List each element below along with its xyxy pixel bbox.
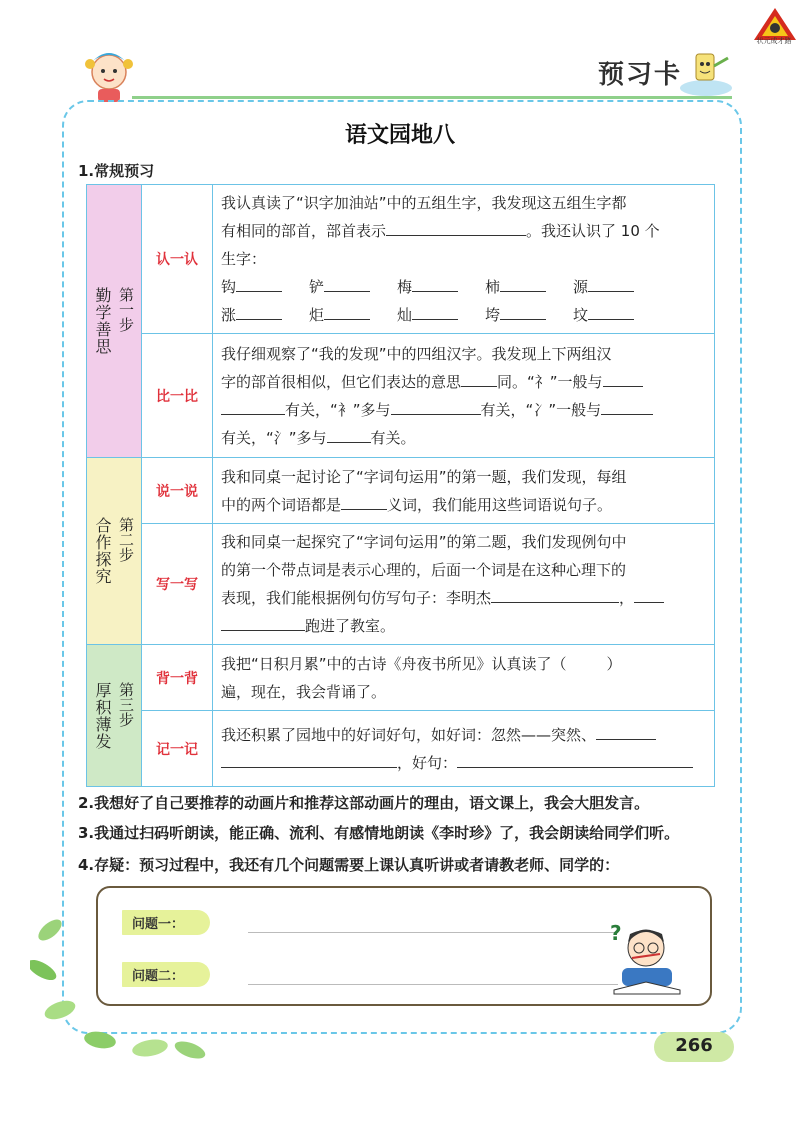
item-3: 3.我通过扫码听朗读，能正确、流利、有感情地朗读《李时珍》了，我会朗读给同学们听。 — [78, 824, 680, 842]
step-cell-3 — [87, 645, 142, 787]
answer-blank[interactable] — [386, 217, 526, 236]
answer-blank[interactable] — [601, 396, 653, 415]
publisher-logo-text: 状元成才路 — [756, 37, 792, 45]
answer-blank[interactable] — [324, 301, 370, 320]
table-row — [87, 458, 715, 524]
answer-blank[interactable] — [500, 301, 546, 320]
step-cell-1 — [87, 185, 142, 458]
question-2-label: 问题二： — [122, 962, 210, 987]
answer-blank[interactable] — [500, 273, 546, 292]
page-title: 语文园地八 — [344, 123, 455, 148]
task-label: 记一记 — [142, 711, 213, 787]
answer-blank[interactable] — [634, 584, 664, 603]
answer-blank[interactable] — [221, 749, 397, 768]
header-rule — [132, 96, 732, 99]
book-character-icon — [676, 44, 736, 100]
page-number: 266 — [675, 1035, 713, 1056]
task-body-xieyixie — [213, 524, 715, 645]
text-line: 我和同桌一起讨论了“字词句运用”的第一题，我们发现，每组 — [221, 467, 627, 486]
step-cell-2 — [87, 458, 142, 645]
answer-blank[interactable] — [341, 491, 387, 510]
answer-blank[interactable] — [588, 273, 634, 292]
task-label: 比一比 — [142, 334, 213, 458]
step-theme: 合作探究 — [93, 517, 112, 585]
task-body-shuoyishuo — [213, 458, 715, 524]
text-line: 我还积累了园地中的好词好句，如好词：忽然——突然、 — [221, 721, 706, 749]
table-row — [87, 185, 715, 334]
text-line: 有关，“衤”多与 有关，“冫”一般与 — [221, 396, 706, 424]
table-row — [87, 334, 715, 458]
item-2: 2.我想好了自己要推荐的动画片和推荐这部动画片的理由，语文课上，我会大胆发言。 — [78, 794, 650, 812]
section-heading: 1.常规预习 — [78, 162, 155, 180]
answer-blank[interactable] — [588, 301, 634, 320]
table-row — [87, 711, 715, 787]
answer-blank[interactable] — [236, 301, 282, 320]
item-4: 4.存疑：预习过程中，我还有几个问题需要上课认真听讲或者请教老师、同学的： — [78, 856, 620, 874]
step-name: 第三步 — [117, 681, 135, 727]
answer-blank[interactable] — [491, 584, 619, 603]
step-name: 第一步 — [117, 287, 135, 332]
char-list: 钩 铲 梅 柿 源 涨 炬 灿 垮 坟 — [221, 273, 706, 329]
task-label: 写一写 — [142, 524, 213, 645]
task-body-beiyibei — [213, 645, 715, 711]
text-line: 遍，现在，我会背诵了。 — [221, 682, 387, 701]
text-line: 有相同的部首，部首表示 。我还认识了 10 个 — [221, 217, 706, 245]
text-line: 生字： — [221, 250, 267, 268]
table-row — [87, 524, 715, 645]
text-line: 我仔细观察了“我的发现”中的四组汉字。我发现上下两组汉 — [221, 344, 612, 363]
answer-blank[interactable] — [236, 273, 282, 292]
answer-blank[interactable] — [391, 396, 481, 415]
card-title: 预习卡 — [598, 60, 683, 90]
question-1-label: 问题一： — [122, 910, 210, 935]
answer-blank[interactable] — [221, 396, 285, 415]
text-line: 的第一个带点词是表示心理的，后面一个词是在这种心理下的 — [221, 561, 627, 579]
text-line: 我把“日积月累”中的古诗《舟夜书所见》认真读了（ ） — [221, 654, 622, 673]
text-line: 中的两个词语都是 义词，我们能用这些词语说句子。 — [221, 491, 706, 519]
answer-blank[interactable] — [324, 273, 370, 292]
answer-blank[interactable] — [596, 721, 656, 740]
question-2-answer-line[interactable] — [248, 984, 618, 985]
answer-blank[interactable] — [327, 424, 371, 443]
task-body-renyiren — [213, 185, 715, 334]
task-label: 认一认 — [142, 185, 213, 334]
text-line: 表现，我们能根据例句仿写句子：李明杰 ， — [221, 584, 706, 612]
answer-blank[interactable] — [412, 273, 458, 292]
svg-text:?: ? — [610, 921, 622, 945]
step-name: 第二步 — [117, 517, 135, 562]
task-body-jiyiji — [213, 711, 715, 787]
text-line: 有关，“氵”多与 有关。 — [221, 424, 706, 452]
mascot-icon — [78, 42, 140, 104]
question-1-answer-line[interactable] — [248, 932, 618, 933]
answer-blank[interactable] — [461, 368, 497, 387]
step-theme: 厚积薄发 — [93, 681, 112, 750]
text-line: 我和同桌一起探究了“字词句运用”的第二题，我们发现例句中 — [221, 533, 627, 551]
step-theme: 勤学善思 — [93, 287, 112, 355]
text-line: 字的部首很相似，但它们表达的意思 同。“礻”一般与 — [221, 368, 706, 396]
table-row — [87, 645, 715, 711]
preview-table — [86, 184, 715, 787]
thinking-boy-icon — [596, 918, 696, 998]
text-line: 我认真读了“识字加油站”中的五组生字，我发现这五组生字都 — [221, 194, 627, 212]
task-label: 背一背 — [142, 645, 213, 711]
text-line: ，好句： — [221, 749, 706, 777]
answer-blank[interactable] — [457, 749, 693, 768]
answer-blank[interactable] — [412, 301, 458, 320]
text-line: 跑进了教室。 — [221, 612, 706, 640]
answer-blank[interactable] — [603, 368, 643, 387]
answer-blank[interactable] — [221, 612, 305, 631]
task-label: 说一说 — [142, 458, 213, 524]
task-body-biyibi — [213, 334, 715, 458]
